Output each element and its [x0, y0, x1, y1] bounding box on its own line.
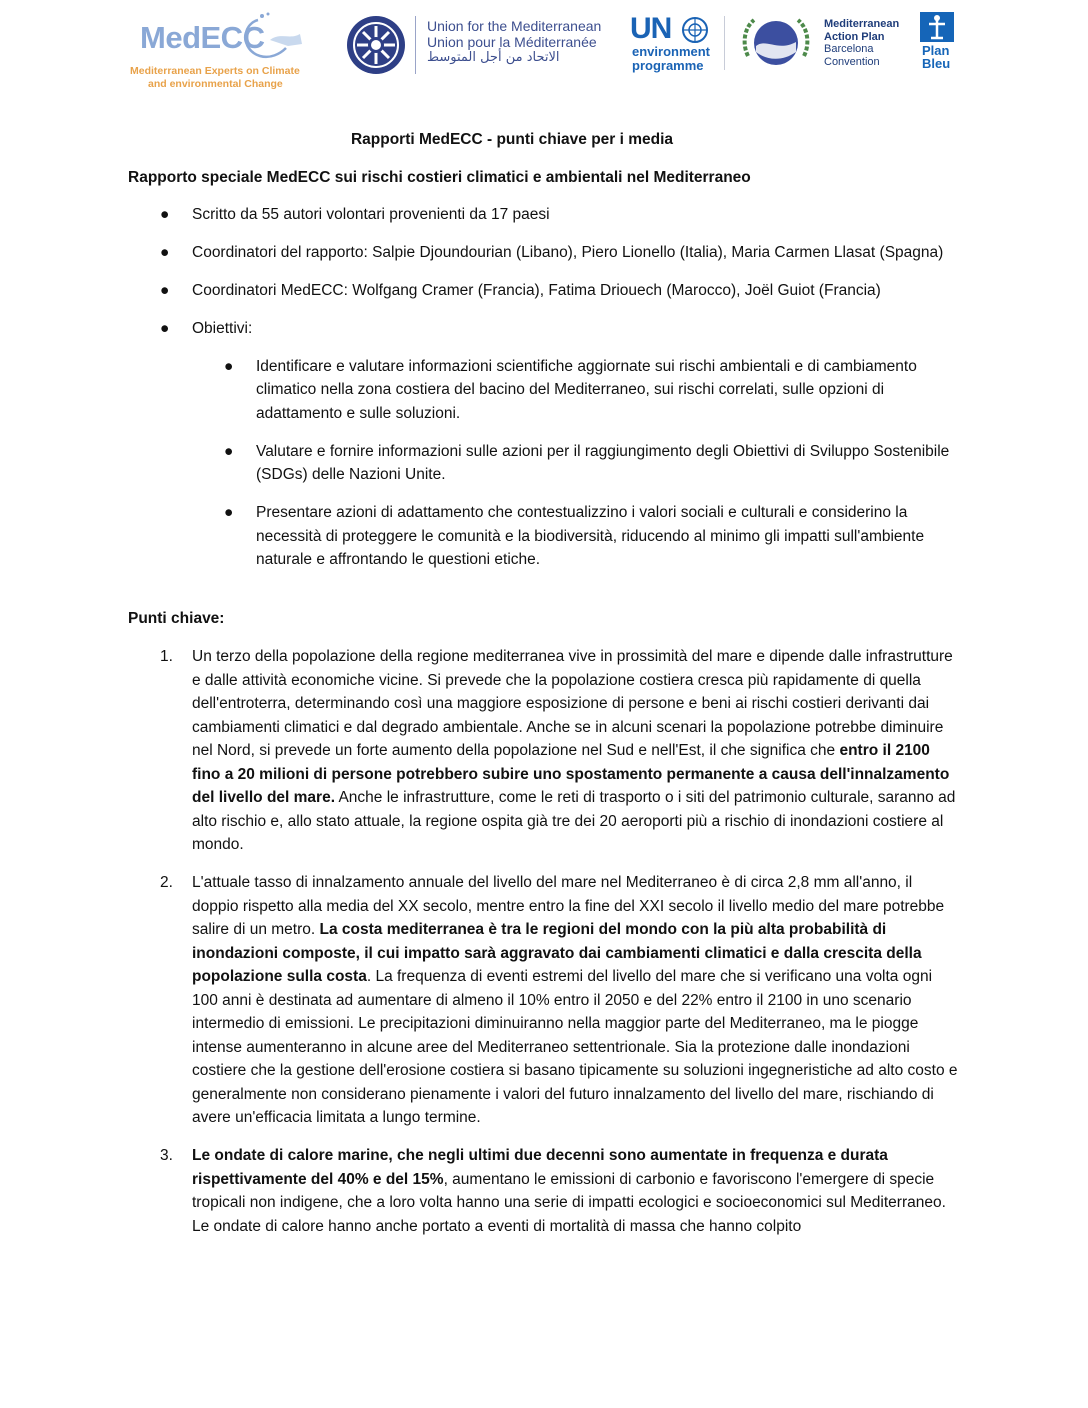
ufm-emblem-icon: [345, 14, 407, 76]
medecc-wordmark: MedECC: [140, 20, 265, 55]
point-text: L'attuale tasso di innalzamento annuale del livello del mare nel Mediterraneo è di circa 2,8 mm all'anno, il doppio rispetto alla media del XX secolo, mentre entro la fine del XXI secolo il livello medio del mare potrebbe salire di un metro.: [192, 874, 945, 938]
bullet-icon: ●: [160, 206, 170, 223]
key-points-list: [128, 645, 960, 1253]
list-item: [192, 355, 960, 426]
bullet-icon: ●: [224, 357, 234, 375]
point-text: , aumentano le emissioni di carbonio e favoriscono l'emergere di specie tropicali non indigene, che a loro volta hanno una serie di impatti ecologici e socioeconomici sul Mediterraneo. Le ondate di calore hanno anche portato a eventi di mortalità di massa che hanno colpito: [192, 1170, 946, 1235]
map-line-1: Mediterranean: [824, 18, 900, 30]
unep-wordmark: [632, 45, 710, 73]
list-item: [128, 279, 960, 303]
bullet-icon: ●: [160, 282, 170, 299]
plan-bleu-wordmark: [922, 44, 950, 70]
bullet-text: Coordinatori del rapporto: Salpie Djoundourian (Libano), Piero Lionello (Italia), Maria Carmen Llasat (Spagna): [192, 244, 944, 261]
point-text: Anche le infrastrutture, come le reti di trasporto o i siti del patrimonio culturale, saranno ad alto rischio e, allo stato attuale, la regione ospita già tre dei 20 aeroporti più a rischio di inondazioni costiere al mondo.: [192, 789, 956, 853]
ufm-line-ar: الاتحاد من أجل المتوسط: [427, 50, 560, 65]
info-bullet-list: [128, 203, 960, 586]
point-highlight: Le ondate di calore marine, che negli ultimi due decenni sono aumentate in frequenza e durata rispettivamente del 40% e del 15%: [192, 1147, 888, 1188]
unep-un-mark: UN: [630, 12, 672, 45]
plan-bleu-line-1: Plan: [922, 43, 950, 58]
map-line-4: Convention: [824, 55, 880, 68]
list-item: [128, 645, 960, 857]
ufm-logo: [345, 12, 605, 78]
point-text: . La frequenza di eventi estremi del livello del mare che si verificano una volta ogni 100 anni è destinata ad aumentare di almeno il 10% entro il 2050 e del 22% entro il 2100 in uno scenario intermedio di emissioni. Le precipitazioni diminuiranno nella maggior parte del Mediterraneo, ma le piogge intense aumenteranno in alcune aree del Mediterraneo settentrionale. Sia la protezione dalle inondazioni costiere che la gestione dell'erosione costiera si basano tipicamente su soluzioni ingegneristiche ad alto costo e generalmente non considerano pienamente i valori del futuro innalzamento del livello del mare, rischiando di avere un'efficacia limitata a lungo termine.: [192, 968, 958, 1126]
map-barcelona-logo: [738, 12, 908, 78]
point-number: 1.: [160, 648, 173, 665]
bullet-icon: ●: [160, 244, 170, 261]
map-wreath-icon: [738, 12, 814, 74]
point-number: 3.: [160, 1147, 173, 1164]
objective-text: Valutare e fornire informazioni sulle azioni per il raggiungimento degli Obiettivi di Sviluppo Sostenibile (SDGs) delle Nazioni Unite.: [256, 442, 950, 483]
medecc-logo: [130, 10, 315, 90]
bullet-text: Obiettivi:: [192, 320, 253, 337]
bullet-text: Coordinatori MedECC: Wolfgang Cramer (Francia), Fatima Driouech (Marocco), Joël Guiot (Francia): [192, 282, 881, 299]
unep-logo: [630, 12, 720, 78]
map-line-2: Action Plan: [824, 30, 885, 43]
ufm-line-en: Union for the Mediterranean: [427, 18, 602, 34]
map-text: [824, 18, 899, 68]
list-item: [192, 440, 960, 487]
bullet-icon: ●: [224, 504, 234, 521]
unep-line-environment: environment: [632, 44, 711, 59]
ufm-text: [427, 18, 601, 66]
plan-bleu-line-2: Bleu: [922, 56, 951, 71]
list-item: [128, 317, 960, 572]
medecc-tagline-2: and environmental Change: [148, 78, 283, 90]
unep-line-programme: programme: [632, 58, 704, 73]
point-highlight: La costa mediterranea è tra le regioni del mondo con la più alta probabilità di inondazioni composte, il cui impatto sarà aggravato dai cambiamenti climatici e dalla crescita della popolazione sulla costa: [192, 921, 922, 985]
plan-bleu-logo: [920, 12, 960, 72]
key-points-heading: Punti chiave:: [128, 610, 225, 627]
list-item: [192, 501, 960, 572]
point-highlight: entro il 2100 fino a 20 milioni di persone potrebbero subire uno spostamento permanente a causa dell'innalzamento del livello del mare.: [192, 742, 950, 806]
objective-text: Identificare e valutare informazioni scientifiche aggiornate sui rischi ambientali e di cambiamento climatico nella zona costiera del bacino del Mediterraneo, sui rischi correlati, sulle opzioni di adattamento e sulle soluzioni.: [256, 357, 917, 422]
document-subtitle: Rapporto speciale MedECC sui rischi costieri climatici e ambientali nel Mediterraneo: [128, 169, 751, 186]
logo-header: [0, 0, 1088, 96]
list-item: [128, 871, 960, 1130]
objective-text: Presentare azioni di adattamento che contestualizzino i valori sociali e culturali e considerino la necessità di proteggere le comunità e la biodiversità, riducendo al minimo gli impatti sull'ambiente naturale e affrontando le questioni etiche.: [256, 504, 925, 568]
ufm-divider: [415, 16, 416, 74]
plan-bleu-emblem-icon: [920, 12, 954, 42]
un-globe-icon: [680, 15, 710, 45]
list-item: [128, 203, 960, 227]
map-line-3: Barcelona: [824, 43, 874, 55]
point-number: 2.: [160, 874, 173, 891]
objectives-list: [192, 355, 960, 572]
document-title: Rapporti MedECC - punti chiave per i media: [350, 131, 674, 148]
list-item: [128, 1144, 960, 1238]
ufm-line-fr: Union pour la Méditerranée: [427, 34, 597, 50]
medecc-tagline-1: Mediterranean Experts on Climate: [130, 65, 300, 77]
bullet-icon: ●: [224, 442, 234, 460]
point-text: Un terzo della popolazione della regione mediterranea vive in prossimità del mare e dipende dalle infrastrutture e dalle attività economiche vicine. Si prevede che la popolazione costiera cresca più rapidamente di quella dell'entroterra, determinando così una maggiore esposizione di persone e beni ai rischi costieri derivanti dai cambiamenti climatici e dal degrado ambientale. Anche se in alcuni scenari la popolazione potrebbe diminuire nel Nord, si prevede un forte aumento della popolazione nel Sud e nell'Est, il che significa che: [192, 648, 953, 759]
bullet-text: Scritto da 55 autori volontari provenienti da 17 paesi: [192, 206, 550, 223]
list-item: [128, 241, 960, 265]
bullet-icon: ●: [160, 320, 170, 337]
unep-divider: [724, 16, 725, 70]
